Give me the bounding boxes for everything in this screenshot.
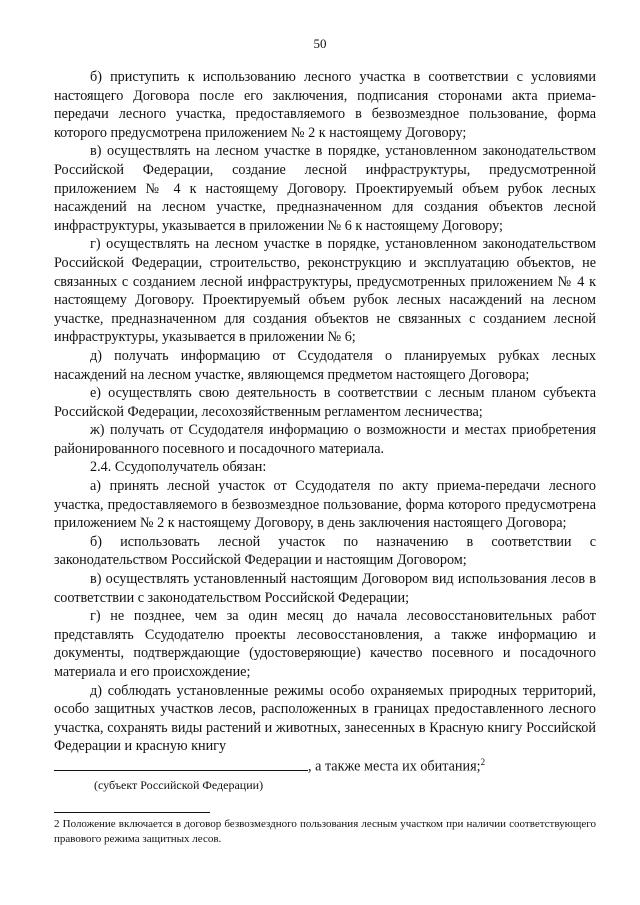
section-heading: 2.4. Ссудополучатель обязан: [90, 459, 267, 476]
footnote-ref: 2 [480, 757, 486, 767]
document-body [54, 68, 596, 756]
paragraph: а) принять лесной участок от Ссудодателя по акту приема-передачи лесного участка, предоставляемого в безвозмездное пользование, форма которого предусмотрена приложением № 2 к настоящему Договору, в день заключения настоящего Договора; [54, 478, 596, 532]
paragraph: ж) получать от Ссудодателя информацию о возможности и местах приобретения районированного посевного и посадочного материала. [54, 422, 596, 457]
subject-caption: (субъект Российской Федерации) [94, 778, 264, 792]
footnote-divider [54, 812, 210, 813]
subject-fill-line [54, 753, 596, 776]
habitat-text: , а также места их обитания; [308, 758, 481, 775]
paragraph: г) осуществлять на лесном участке в порядке, установленном законодательством Российской Федерации, строительство, реконструкцию и эксплуатацию объектов, не связанных с созданием лесной инфраструктуры, предусмотренных приложением № 4 к настоящему Договору. Проектируемый объем рубок лесных насаждений на лесном участке, предназначенном для создания объектов не связанных с созданием лесной инфраструктуры, указывается в приложении № 6; [54, 236, 596, 346]
paragraph: е) осуществлять свою деятельность в соответствии с лесным планом субъекта Российской Федерации, лесохозяйственным регламентом лесничества; [54, 385, 596, 420]
paragraph: б) использовать лесной участок по назначению в соответствии с законодательством Российской Федерации и настоящим Договором; [54, 533, 596, 569]
paragraph: б) приступить к использованию лесного участка в соответствии с условиями настоящего Договора после его заключения, подписания сторонами акта приема-передачи лесного участка, предоставляемого в безвозмездное пользование, форма которого предусмотрена приложением № 2 к настоящему Договору; [54, 69, 596, 141]
paragraph: в) осуществлять на лесном участке в порядке, установленном законодательством Российской Федерации, создание лесной инфраструктуры, предусмотренной приложением № 4 к настоящему Договору. Проектируемый объем рубок лесных насаждений на лесном участке, предназначенном для создания объектов лесной инфраструктуры, указывается в приложении № 6 к настоящему Договору; [54, 143, 596, 234]
paragraph: д) получать информацию от Ссудодателя о планируемых рубках лесных насаждений на лесном участке, являющемся предметом настоящего Договора; [54, 347, 596, 383]
footnote: 2 Положение включается в договор безвозмездного пользования лесным участком при наличии соответствующего правового режима защитных лесов. [54, 818, 596, 845]
paragraph: г) не позднее, чем за один месяц до начала лесовосстановительных работ представлять Ссудодателю проекты лесовосстановления, а также информацию и документы, подтверждающие (удостоверяющие) качество посевного и посадочного материала и его происхождение; [54, 608, 596, 680]
blank-underline [54, 758, 308, 771]
paragraph: д) соблюдать установленные режимы особо охраняемых природных территорий, особо защитных участков лесов, расположенных в границах предоставленного лесного участка, сохранять виды растений и животных, занесенных в Красную книгу Российской Федерации и красную книгу [54, 682, 596, 755]
paragraph: в) осуществлять установленный настоящим Договором вид использования лесов в соответствии с законодательством Российской Федерации; [54, 571, 596, 606]
page-number: 50 [313, 36, 327, 51]
